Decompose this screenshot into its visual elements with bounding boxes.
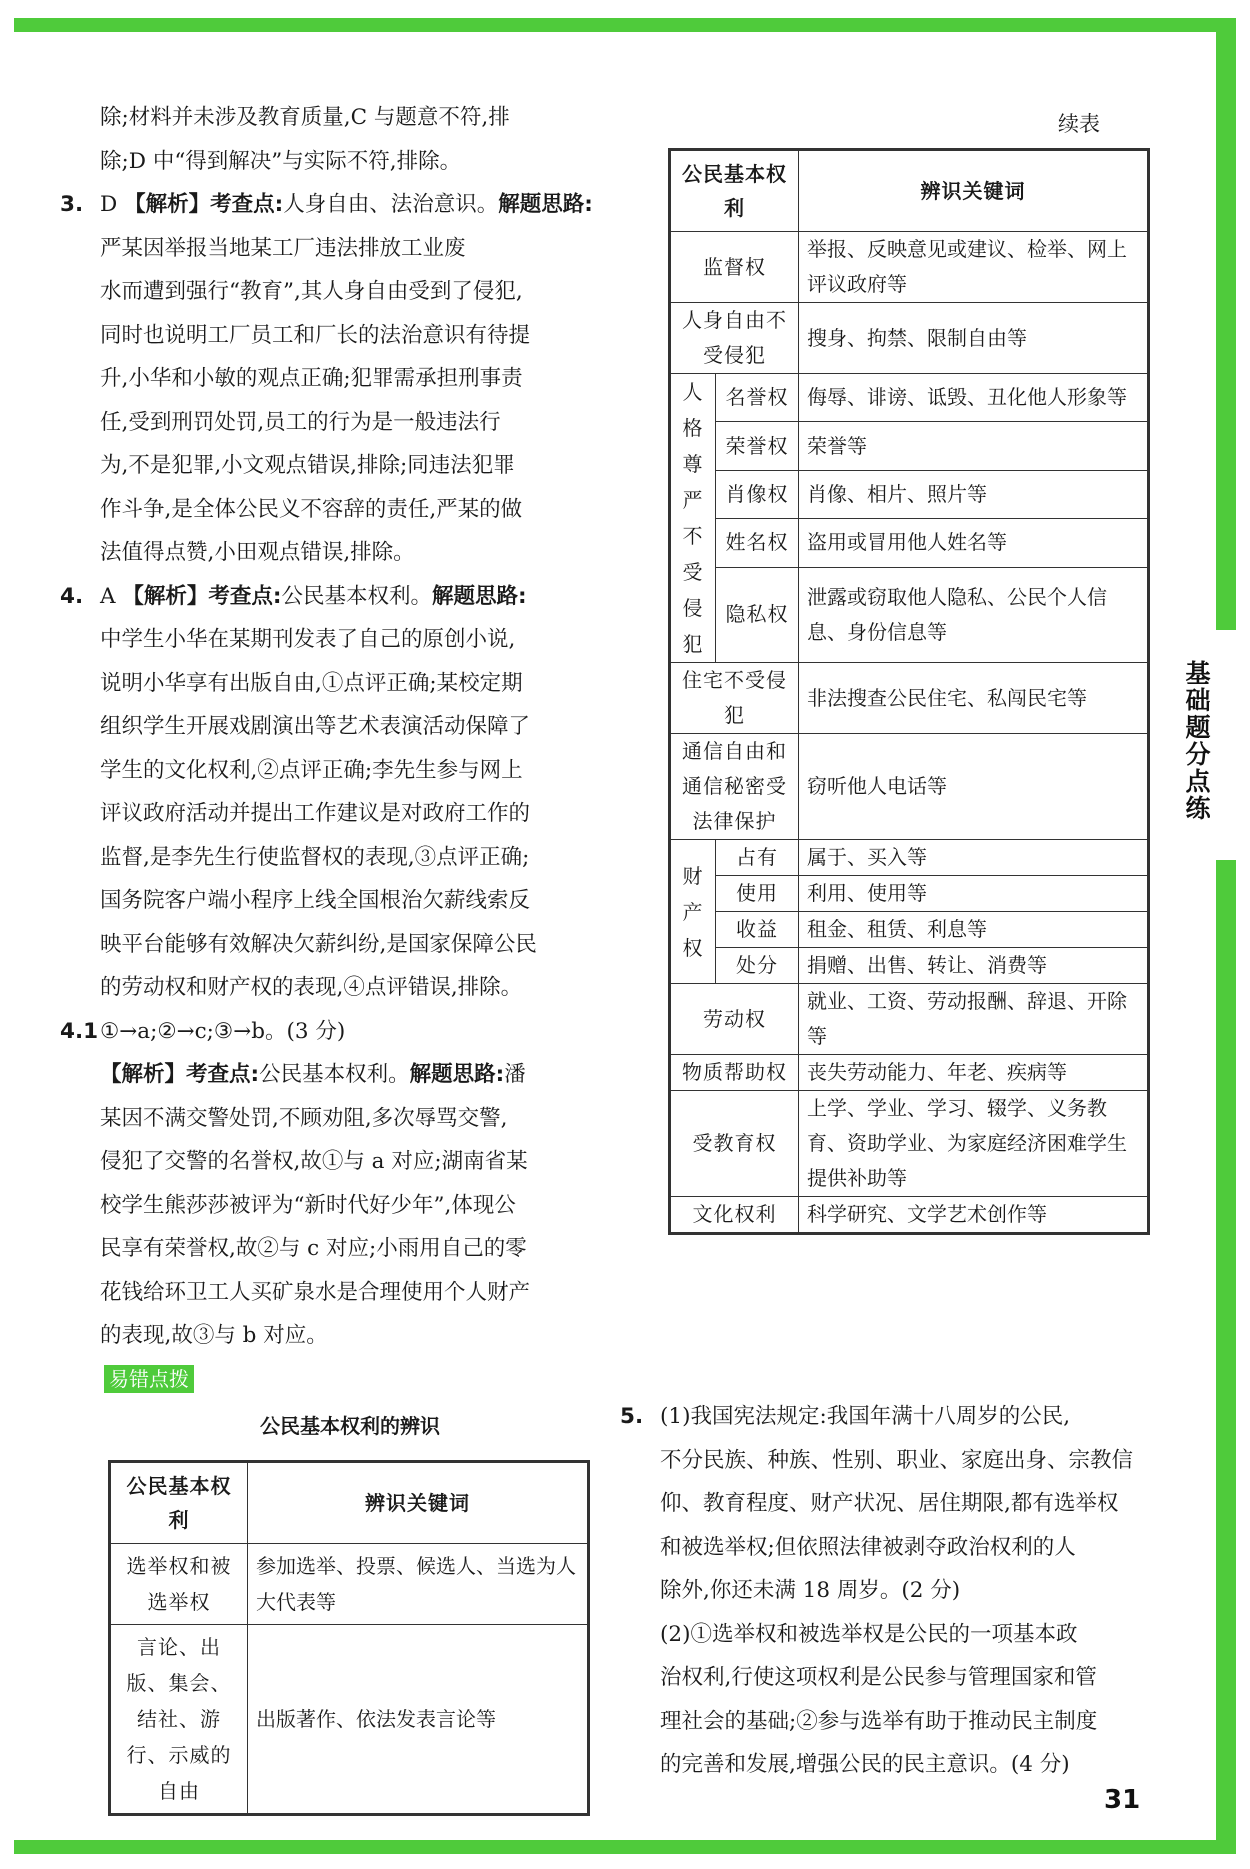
keyword-cell: 就业、工资、劳动报酬、辞退、开除等 <box>799 984 1149 1055</box>
q41-point-label: 考查点: <box>186 1062 260 1087</box>
keyword-cell: 利用、使用等 <box>799 876 1149 912</box>
right-name-cell: 占有 <box>716 840 799 876</box>
keyword-cell: 参加选举、投票、候选人、当选为人大代表等 <box>248 1544 589 1625</box>
table-row <box>670 840 1149 876</box>
group-name-cell: 财产权 <box>670 840 716 984</box>
keyword-cell: 侮辱、诽谤、诋毁、丑化他人形象等 <box>799 374 1149 422</box>
keyword-cell: 租金、租赁、利息等 <box>799 912 1149 948</box>
q3-first-line <box>60 183 600 227</box>
q41-answer: ①→a;②→c;③→b。(3 分) <box>100 1018 346 1044</box>
keyword-cell: 上学、学业、学习、辍学、义务教育、资助学业、为家庭经济困难学生提供补助等 <box>799 1091 1149 1197</box>
group-name-cell: 人格尊严不受侵犯 <box>670 374 716 663</box>
q3-analysis-label: 【解析】 <box>124 192 211 217</box>
right-name-cell: 荣誉权 <box>716 422 799 470</box>
table-row <box>670 1091 1149 1197</box>
right-name-cell: 选举权和被选举权 <box>110 1544 248 1625</box>
q5-part1-line: (1)我国宪法规定:我国年满十八周岁的公民, <box>660 1404 1071 1429</box>
table-row <box>110 1625 589 1815</box>
text-line: 民享有荣誉权,故②与 c 对应;小雨用自己的零 <box>100 1236 527 1261</box>
table-row <box>670 1055 1149 1091</box>
text-line: 升,小华和小敏的观点正确;犯罪需承担刑事责 <box>100 366 523 391</box>
text-line: 组织学生开展戏剧演出等艺术表演活动保障了 <box>100 714 531 739</box>
q5-part1 <box>620 1439 1160 1613</box>
right-name-cell: 名誉权 <box>716 374 799 422</box>
q4-first-line <box>60 575 600 619</box>
rights-table-right <box>668 148 1150 1235</box>
right-column <box>620 1395 1160 1787</box>
text-line: 治权利,行使这项权利是公民参与管理国家和管 <box>660 1665 1097 1690</box>
header-keywords: 辨识关键词 <box>248 1462 589 1544</box>
text-line: (2)①选举权和被选举权是公民的一项基本政 <box>660 1621 1078 1647</box>
text-line: 和被选举权;但依照法律被剥夺政治权利的人 <box>660 1534 1076 1560</box>
q41-analysis-label: 【解析】 <box>100 1062 187 1087</box>
q5-number: 5. <box>620 1404 644 1429</box>
text-line: 为,不是犯罪,小文观点错误,排除;同违法犯罪 <box>100 453 515 478</box>
text-line: 学生的文化权利,②点评正确;李先生参与网上 <box>100 757 523 783</box>
header-keywords: 辨识关键词 <box>799 150 1149 232</box>
q3-number: 3. <box>60 192 84 217</box>
text-line: 中学生小华在某期刊发表了自己的原创小说, <box>100 627 516 652</box>
text-line: 任,受到刑罚处罚,员工的行为是一般违法行 <box>100 409 501 435</box>
table-header-row <box>110 1462 589 1544</box>
table-row <box>670 303 1149 374</box>
text-line: 作斗争,是全体公民义不容辞的责任,严某的做 <box>100 496 523 522</box>
right-name-cell: 言论、出版、集会、结社、游行、示威的自由 <box>110 1625 248 1815</box>
text-line: 花钱给环卫工人买矿泉水是合理使用个人财产 <box>100 1279 531 1305</box>
table-row <box>670 1197 1149 1234</box>
text-line: 的完善和发展,增强公民的民主意识。(4 分) <box>660 1752 1070 1777</box>
keyword-cell: 泄露或窃取他人隐私、公民个人信息、身份信息等 <box>799 567 1149 662</box>
q41-first-line <box>60 1010 600 1054</box>
table-row <box>670 663 1149 734</box>
q4-answer: A <box>100 583 116 609</box>
keyword-cell: 非法搜查公民住宅、私闯民宅等 <box>799 663 1149 734</box>
keyword-cell: 荣誉等 <box>799 422 1149 470</box>
keyword-cell: 搜身、拘禁、限制自由等 <box>799 303 1149 374</box>
right-name-cell: 受教育权 <box>670 1091 799 1197</box>
right-name-cell: 肖像权 <box>716 470 799 518</box>
keyword-cell: 肖像、相片、照片等 <box>799 470 1149 518</box>
table-row <box>670 567 1149 662</box>
q41-idea-label: 解题思路: <box>409 1062 505 1087</box>
q3-point: 人身自由、法治意识。 <box>283 192 499 217</box>
right-name-cell: 通信自由和通信秘密受法律保护 <box>670 734 799 840</box>
q3-point-label: 考查点: <box>210 192 284 217</box>
text-line: 法值得点赞,小田观点错误,排除。 <box>100 540 415 565</box>
tip-badge: 易错点拨 <box>104 1365 194 1393</box>
q41-analysis-line <box>60 1053 600 1097</box>
text-line: 的劳动权和财产权的表现,④点评错误,排除。 <box>100 975 523 1000</box>
q4-idea-label: 解题思路: <box>432 583 527 609</box>
text-line: 不分民族、种族、性别、职业、家庭出身、宗教信 <box>660 1447 1134 1473</box>
table-row <box>110 1544 589 1625</box>
keyword-cell: 出版著作、依法发表言论等 <box>248 1625 589 1815</box>
text-line: 国务院客户端小程序上线全国根治欠薪线索反 <box>100 888 531 913</box>
text-line: 评议政府活动并提出工作建议是对政府工作的 <box>100 801 531 826</box>
page-border-right <box>1216 18 1236 1854</box>
keyword-cell: 捐赠、出售、转让、消费等 <box>799 948 1149 984</box>
continued-label: 续表 <box>1058 112 1100 136</box>
side-tab-label: 基础题分点练 <box>1182 660 1211 822</box>
left-column <box>60 96 600 1401</box>
text-line: 仰、教育程度、财产状况、居住期限,都有选举权 <box>660 1491 1119 1516</box>
keyword-cell: 盗用或冒用他人姓名等 <box>799 519 1149 567</box>
q41-first-tail: 潘 <box>504 1062 526 1087</box>
text-line: 某因不满交警处罚,不顾劝阻,多次辱骂交警, <box>100 1105 508 1131</box>
q3-answer: D <box>100 192 118 217</box>
table-row <box>670 374 1149 422</box>
text-line: 的表现,故③与 b 对应。 <box>100 1323 328 1348</box>
right-name-cell: 姓名权 <box>716 519 799 567</box>
q4-point-label: 考查点: <box>208 583 282 609</box>
text-line: 除外,你还未满 18 周岁。(2 分) <box>660 1578 961 1603</box>
table-row <box>670 734 1149 840</box>
q4-point: 公民基本权利。 <box>281 583 433 609</box>
keyword-cell: 举报、反映意见或建议、检举、网上评议政府等 <box>799 232 1149 303</box>
text-line: 水而遭到强行“教育”,其人身自由受到了侵犯, <box>100 279 523 304</box>
keyword-cell: 属于、买入等 <box>799 840 1149 876</box>
text-line: 侵犯了交警的名誉权,故①与 a 对应;湖南省某 <box>100 1149 528 1174</box>
keyword-cell: 丧失劳动能力、年老、疾病等 <box>799 1055 1149 1091</box>
q3-idea-label: 解题思路: <box>498 192 593 217</box>
text-line: 理社会的基础;②参与选举有助于推动民主制度 <box>660 1708 1098 1734</box>
page-border-top <box>14 18 1236 32</box>
text-line: 校学生熊莎莎被评为“新时代好少年”,体现公 <box>100 1192 516 1218</box>
table-row <box>670 984 1149 1055</box>
q41-body <box>60 1097 600 1358</box>
page-border-bottom <box>14 1840 1236 1854</box>
intro-line: 除;材料并未涉及教育质量,C 与题意不符,排 <box>100 105 510 130</box>
right-name-cell: 文化权利 <box>670 1197 799 1234</box>
header-rights: 公民基本权利 <box>110 1462 248 1544</box>
right-name-cell: 处分 <box>716 948 799 984</box>
q4-body <box>60 618 600 1010</box>
header-rights: 公民基本权利 <box>670 150 799 232</box>
text-line: 同时也说明工厂员工和厂长的法治意识有待提 <box>100 322 531 348</box>
keyword-cell: 窃听他人电话等 <box>799 734 1149 840</box>
q4-number: 4. <box>60 583 84 609</box>
q41-point: 公民基本权利。 <box>259 1062 410 1087</box>
intro-line: 除;D 中“得到解决”与实际不符,排除。 <box>100 148 462 174</box>
right-name-cell: 劳动权 <box>670 984 799 1055</box>
right-name-cell: 隐私权 <box>716 567 799 662</box>
q4-analysis-label: 【解析】 <box>122 583 209 609</box>
text-line: 监督,是李先生行使监督权的表现,③点评正确; <box>100 844 530 870</box>
keyword-cell: 科学研究、文学艺术创作等 <box>799 1197 1149 1234</box>
table-row <box>670 876 1149 912</box>
text-line: 说明小华享有出版自由,①点评正确;某校定期 <box>100 670 523 696</box>
text-line: 映平台能够有效解决欠薪纠纷,是国家保障公民 <box>100 931 537 957</box>
table-row <box>670 912 1149 948</box>
q5-part2 <box>620 1613 1160 1787</box>
table-row <box>670 422 1149 470</box>
table-row <box>670 470 1149 518</box>
right-name-cell: 使用 <box>716 876 799 912</box>
right-name-cell: 住宅不受侵犯 <box>670 663 799 734</box>
table-title: 公民基本权利的辨识 <box>260 1414 440 1438</box>
right-name-cell: 监督权 <box>670 232 799 303</box>
right-name-cell: 人身自由不受侵犯 <box>670 303 799 374</box>
table-row <box>670 948 1149 984</box>
q3-body <box>60 227 600 575</box>
table-header-row <box>670 150 1149 232</box>
q5-first-line <box>620 1395 1160 1439</box>
right-name-cell: 收益 <box>716 912 799 948</box>
page-number: 31 <box>1104 1785 1141 1815</box>
text-line: 严某因举报当地某工厂违法排放工业废 <box>100 235 466 261</box>
q41-number: 4.1 <box>60 1018 99 1044</box>
table-row <box>670 232 1149 303</box>
rights-table-left <box>108 1460 590 1816</box>
table-row <box>670 519 1149 567</box>
right-name-cell: 物质帮助权 <box>670 1055 799 1091</box>
